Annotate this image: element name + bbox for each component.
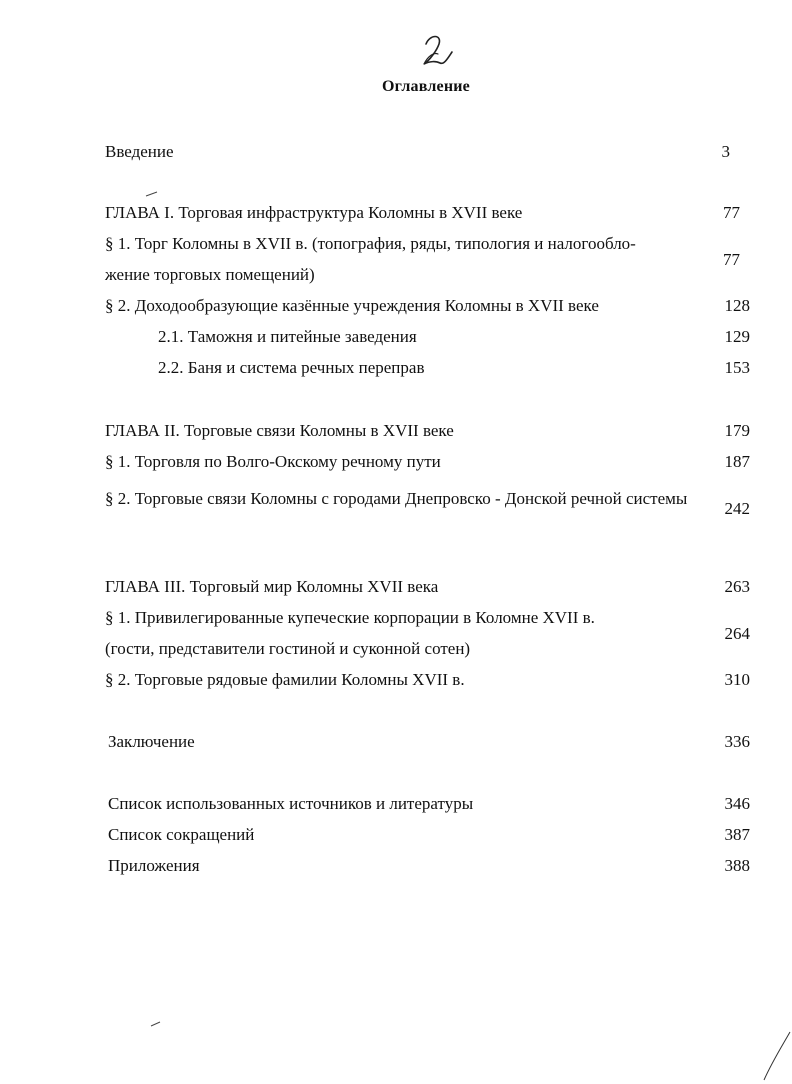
toc-entry-page: 179 [724,421,750,440]
toc-entry-title: Список использованных источников и литературы [108,794,474,813]
toc-entry-page: 242 [724,499,750,518]
toc-entry-title-line-1: § 1. Торг Коломны в XVII в. (топография, ряды, типология и налогообло- [105,234,636,253]
toc-entry-title: 2.1. Таможня и питейные заведения [158,327,417,346]
toc-entry-page: 77 [723,203,740,222]
toc-entry-page: 128 [724,296,750,315]
toc-entry-title: § 1. Торговля по Волго-Окскому речному пути [105,452,441,471]
toc-entry-title: § 2. Торговые связи Коломны с городами Днепровско - Донской речной системы [105,489,688,508]
toc-entry-page: 264 [724,624,750,643]
toc-entry-page: 388 [724,856,750,875]
toc-entry-page: 129 [724,327,750,346]
handwritten-page-number [412,30,462,72]
toc-entry-chapter-3-section-1 [0,608,792,670]
toc-entry-title: ГЛАВА II. Торговые связи Коломны в XVII веке [105,421,454,440]
toc-entry-title: § 2. Доходообразующие казённые учреждения Коломны в XVII веке [105,296,599,315]
toc-entry-page: 346 [724,794,750,813]
toc-entry-title: § 2. Торговые рядовые фамилии Коломны XVII в. [105,670,465,689]
toc-entry-title-line-1: § 1. Привилегированные купеческие корпорации в Коломне XVII в. [105,608,595,627]
toc-entry-title-line-2: жение торговых помещений) [105,265,315,284]
toc-entry-page: 187 [724,452,750,471]
toc-entry-page: 153 [724,358,750,377]
toc-entry-page: 263 [724,577,750,596]
toc-entry-title: Список сокращений [108,825,255,844]
toc-entry-title: 2.2. Баня и система речных переправ [158,358,425,377]
toc-entry-title-line-2: (гости, представители гостиной и суконной сотен) [105,639,471,658]
toc-entry-page: 336 [724,732,750,751]
pencil-tick-mark [145,190,159,198]
toc-entry-page: 310 [724,670,750,689]
toc-entry-page: 77 [723,250,740,269]
toc-entry-page: 387 [724,825,750,844]
page-title: Оглавление [382,78,470,95]
toc-entry-chapter-2-section-2 [0,483,792,545]
toc-entry-title: ГЛАВА III. Торговый мир Коломны XVII века [105,577,439,596]
pencil-tick-mark [150,1020,162,1028]
toc-entry-chapter-1-section-1 [0,234,792,296]
toc-entry-page: 3 [721,142,730,161]
toc-entry-title: ГЛАВА I. Торговая инфраструктура Коломны в XVII веке [105,203,523,222]
toc-entry-title: Приложения [108,856,200,875]
toc-entry-title: Заключение [108,732,195,751]
corner-pencil-stroke [762,1030,792,1084]
toc-entry-title: Введение [105,142,174,161]
